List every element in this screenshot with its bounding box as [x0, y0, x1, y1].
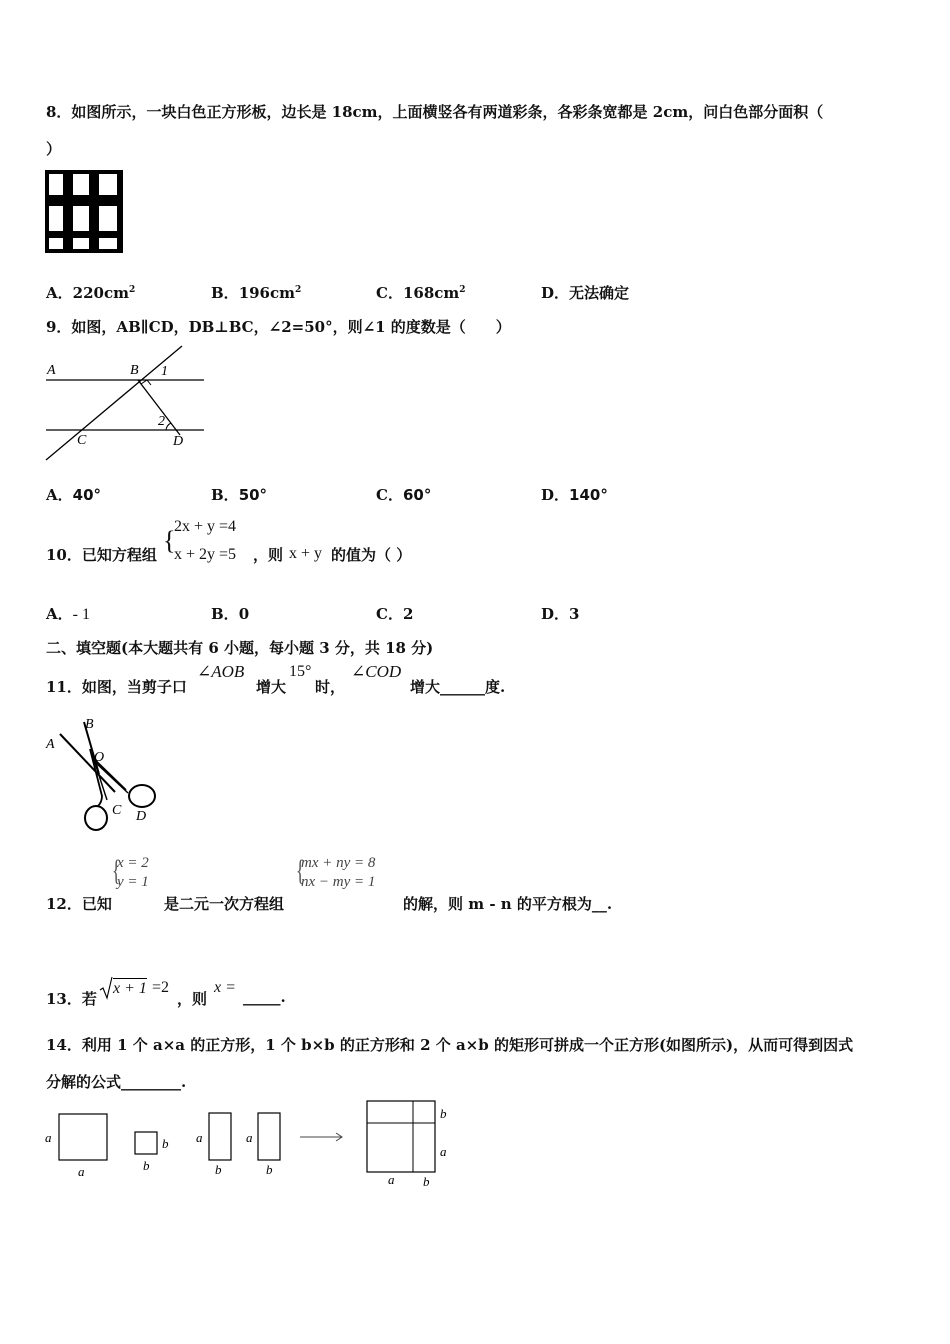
q9-label-d: D	[173, 434, 184, 449]
q12-suffix: 的解，则 m - n 的平方根为__.	[403, 895, 613, 913]
q11-angle-aob: ∠AOB	[197, 662, 245, 681]
q12-sol-x: x = 2	[117, 855, 149, 871]
q10-eq1: 2x + y =4	[174, 518, 237, 535]
q14-label-rect2-b: b	[266, 1162, 273, 1177]
q12-eq2: nx − my = 1	[301, 874, 376, 890]
q11-suffix: 增大______度.	[410, 678, 506, 696]
q14-label-combined-b-bottom: b	[423, 1174, 430, 1189]
q12-mid: 是二元一次方程组	[164, 895, 285, 913]
q8-option-c: C．$168cm^2$	[376, 284, 466, 302]
q14-label-rect1-a: a	[196, 1130, 203, 1145]
q12-eq1: mx + ny = 8	[301, 855, 376, 871]
q8-board-figure	[45, 170, 123, 253]
q8-option-d: D．无法确定	[541, 284, 630, 302]
q10-option-a: A．- 1	[46, 605, 90, 623]
q11-label-a: A	[46, 737, 55, 752]
q13-eq: =2	[152, 979, 170, 996]
q11-mid2: 时，	[315, 678, 346, 696]
q14-square-figure	[40, 1096, 460, 1194]
q9-option-b: B．50°	[211, 486, 268, 504]
q9-option-d: D．140°	[541, 486, 608, 504]
q11-angle-cod: ∠COD	[351, 662, 402, 681]
q14-label-b-bottom: b	[143, 1158, 150, 1173]
q14-stem-line1: 14．利用 1 个 a×a 的正方形，1 个 b×b 的正方形和 2 个 a×b 的矩形可拼成一个正方形(如图所示)，从而可得到因式	[46, 1036, 854, 1054]
q10-option-d: D．3	[541, 605, 580, 623]
q9-label-2: 2	[158, 414, 165, 429]
q14-stem-line2: 分解的公式________.	[46, 1073, 187, 1091]
q10-mid: ，则	[253, 546, 284, 564]
q13-prefix: 13．若	[46, 990, 97, 1008]
q14-label-rect1-b: b	[215, 1162, 222, 1177]
q9-stem: 9．如图，AB∥CD，DB⊥BC，∠2=50°，则∠1 的度数是（ ）	[46, 318, 511, 336]
q9-option-c: C．60°	[376, 486, 432, 504]
q11-scissors-figure	[44, 714, 164, 836]
q10-brace: {	[163, 526, 176, 555]
q8-stem-line1: 8．如图所示，一块白色正方形板，边长是 18cm，上面横竖各有两道彩条，各彩条宽都是 2cm，问白色部分面积（	[46, 103, 824, 121]
q9-label-c: C	[77, 433, 87, 448]
q10-prefix: 10．已知方程组	[46, 546, 157, 564]
q8-stem-line2: ）	[46, 140, 62, 158]
q11-label-c: C	[112, 803, 122, 818]
q10-eq2: x + 2y =5	[174, 546, 237, 563]
q11-label-b: B	[85, 717, 94, 732]
q13-var: x =	[214, 979, 236, 996]
q9-option-a: A．40°	[46, 486, 102, 504]
q8-option-a: A．$220cm^2$	[46, 284, 136, 302]
q9-label-b: B	[130, 363, 139, 378]
q13-radicand: x + 1	[113, 980, 147, 997]
q10-option-c: C．2	[376, 605, 414, 623]
q13-blank: _____.	[243, 988, 286, 1006]
q10-suffix: 的值为（ ）	[331, 546, 412, 564]
q8-option-b: B．$196cm^2$	[211, 284, 302, 302]
q10-expr: x + y	[289, 545, 323, 562]
q9-label-1: 1	[161, 364, 168, 379]
q14-label-a-bottom: a	[78, 1164, 85, 1179]
q13-mid: ，则	[177, 990, 208, 1008]
q14-label-rect2-a: a	[246, 1130, 253, 1145]
q11-label-o: O	[94, 750, 105, 765]
q11-label-d: D	[136, 809, 147, 824]
q12-prefix: 12．已知	[46, 895, 112, 913]
q14-label-combined-a-bottom: a	[388, 1172, 395, 1187]
q12-brace-1: {	[111, 854, 121, 887]
q12-brace-2: {	[295, 854, 305, 887]
q9-parallel-lines-figure	[44, 343, 206, 465]
q10-option-b: B．0	[211, 605, 250, 623]
q14-label-combined-b-side: b	[440, 1106, 447, 1121]
section-2-heading: 二、填空题(本大题共有 6 小题，每小题 3 分，共 18 分)	[46, 639, 434, 657]
q11-degree: 15°	[289, 663, 312, 680]
q12-sol-y: y = 1	[117, 874, 149, 890]
q11-prefix: 11．如图，当剪子口	[46, 678, 187, 696]
q14-label-a-side: a	[45, 1130, 52, 1145]
q13-radical-sign	[99, 976, 113, 1000]
q14-label-b-side: b	[162, 1136, 169, 1151]
q9-label-a: A	[47, 363, 56, 378]
q14-label-combined-a-side: a	[440, 1144, 447, 1159]
q11-mid1: 增大	[256, 678, 287, 696]
